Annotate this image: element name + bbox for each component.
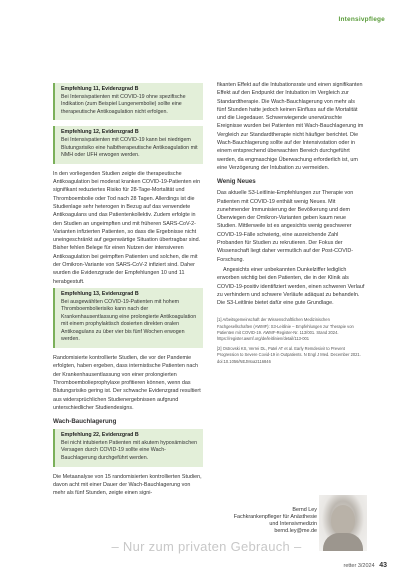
reference-item: [1] Arbeitsgemeinschaft der Wissenschaftlichen Medizinischen Fachgesellschaften (AWMF): S3-Leitlinie – Empfehlungen zur Therapie von Patienten mit COVID-19. AWMF-Register-Nr. 113/001. Stand 2024. https://register.awmf.org/de/leitlinien/detail/113-001 — [217, 317, 354, 342]
left-column — [53, 81, 203, 499]
page-footer — [343, 562, 387, 569]
recommendation-heading: Empfehlung 13, Evidenzgrad B — [61, 290, 139, 297]
body-paragraph: Die Metaanalyse von 15 randomisierten kontrollierten Studien, davon acht mit einer Dauer der Wach-Bauchlagerung von mehr als fünf Stunden, zeigte einen signi- — [53, 473, 202, 497]
body-paragraph: Angesichts einer unbekannten Dunkelziffer lediglich erworben wichtig bei den Patienten, die in der Klinik als COVID-19-positiv identifiziert werden, einen schweren Verlauf zu verhindern und schwere Verläufe adäquat zu behandeln. Die S3-Leitlinie bietet dafür eine gute Grundlage. — [217, 266, 365, 307]
body-paragraph: fikanten Effekt auf die Intubationsrate und einen signifikanten Effekt auf den Endpunkt der Intubation im Vergleich zur Standardtherapie. Die Wach-Bauchlagerung von mehr als fünf Stunden hatte jedoch keinen Einfluss auf die Mortalität und die Liegedauer. Schwerwiegende unerwünschte Ereignisse wurden bei Patienten mit Wach-Bauchlagerung im Vergleich zur Standardtherapie nicht häufiger berichtet. Die Wach-Bauchlagerung sollte auf der Intensivstation oder in einem entsprechend überwachten Bereich durchgeführt werden, da engmaschige Überwachung erforderlich ist, um eine Verzögerung der Intubation zu vermeiden. — [217, 82, 364, 171]
section-header — [0, 16, 413, 30]
body-paragraph: Das aktuelle S3-Leitlinie-Empfehlungen zur Therapie von Patienten mit COVID-19 enthält wenig Neues. Mit zunehmender Immunisierung der Bevölkerung und dem Überwiegen der Omikron-Varianten geben kaum neue Studien. Mittlerweile ist es angesichts wenig geschwerer COVID-19-Fälle schwierig, eine ausreichende Zahl Probanden für Studien zu rekrutieren. Der Fokus der Wissenschaft liegt daher vermutlich auf der Post-COVID-Forschung. — [217, 190, 354, 263]
recommendation-text: Bei ausgewählten COVID-19-Patienten mit hohem Thromboembolierisiko kann nach der Krankenhausentlassung eine prolongierte Antikoagulation mit einem prophylaktisch dosierten direkten oralen Antikoagulans zu über vier bis fünf Wochen erwogen werden. — [61, 298, 197, 343]
section-label: Intensivpflege — [338, 16, 385, 23]
watermark: – Nur zum privaten Gebrauch – — [111, 539, 302, 554]
journal-name: retter 3/2024 — [343, 563, 375, 569]
reference-item: [2] Ostrovski KS, Verrei DL, Patel AT et al. Early Remdesivir to Prevent Progression to Severe Covid-19 in Outpatients. N Engl J Med. December 2021. doi:10.1056/NEJMoa2116846 — [217, 346, 361, 364]
recommendation-heading: Empfehlung 22, Evidenzgrad B — [61, 432, 139, 439]
subheading-wach-bauchlagerung: Wach-Bauchlagerung — [53, 418, 117, 426]
recommendation-text: Bei Intensivpatienten mit COVID-19 ohne spezifische Indikation (zum Beispiel Lungenembolie) sollte eine therapeutische Antikoagulation nicht erfolgen. — [61, 93, 186, 115]
body-paragraph: In den vorliegenden Studien zeigte die therapeutische Antikoagulation bei moderat kranken COVID-19-Patienten ein signifikant reduziertes Risiko für 28-Tage-Mortalität und Thromboembolie oder Tod nach 28 Tagen. Allerdings ist die Studienlage sehr heterogen in Bezug auf das verwendete Antikoagulans und das Patientenkollektiv. Zudem erfolgte in den Studien an ungeimpften und mit früheren SARS-CoV-2-Varianten infizierten Patienten, so dass die Ergebnisse nicht uneingeschränkt auf gegenwärtige Situation übertragbar sind. Bisher fehlen Belege für einen Nutzen der intensiveren Antikoagulation bei geimpften Patienten und solchen, die mit der Omikron-Variante von SARS-CoV-2 infiziert sind. Daher wurden die Evidenzgrade der Empfehlungen 10 und 11 herabgestuft. — [53, 170, 201, 285]
recommendation-box-13 — [53, 288, 203, 348]
recommendation-text: Bei Intensivpatienten mit COVID-19 kann bei niedrigem Blutungsrisiko eine halbtherapeutische Antikoagulation mit NMH oder UFH erwogen werden. — [61, 136, 198, 159]
recommendation-box-11 — [53, 83, 203, 120]
right-column — [217, 81, 365, 369]
body-paragraph: Randomisierte kontrollierte Studien, die vor der Pandemie erfolgten, haben ergeben, dass internistische Patienten nach der Krankenhausentlassung von einer prolongierten Thromboembolieprophylaxe profitieren können, wenn das Blutungsrisiko gering ist. Der schwache Evidenzgrad resultiert aus widersprüchlichen Studienergebnissen aufgrund unterschiedlicher Studiendesigns. — [53, 355, 201, 411]
references — [217, 317, 365, 364]
recommendation-heading: Empfehlung 11, Evidenzgrad B — [61, 86, 139, 92]
author-name: Bernd Ley — [292, 507, 317, 513]
author-info — [227, 507, 317, 535]
recommendation-box-22 — [53, 429, 203, 466]
recommendation-heading: Empfehlung 12, Evidenzgrad B — [61, 129, 139, 136]
recommendation-text: Bei nicht intubierten Patienten mit akutem hypoxämischen Versagen durch COVID-19 sollte eine Wach-Bauchlagerung durchgeführt werden. — [61, 439, 198, 461]
author-photo-face — [331, 505, 355, 535]
subheading-wenig-neues: Wenig Neues — [217, 178, 256, 186]
author-email[interactable]: bernd.ley@me.de — [274, 528, 317, 534]
recommendation-box-12 — [53, 126, 203, 163]
page-number: 43 — [379, 562, 387, 569]
author-role: Fachkrankenpfleger für Anästhesie und Intensivmedizin — [233, 514, 317, 527]
